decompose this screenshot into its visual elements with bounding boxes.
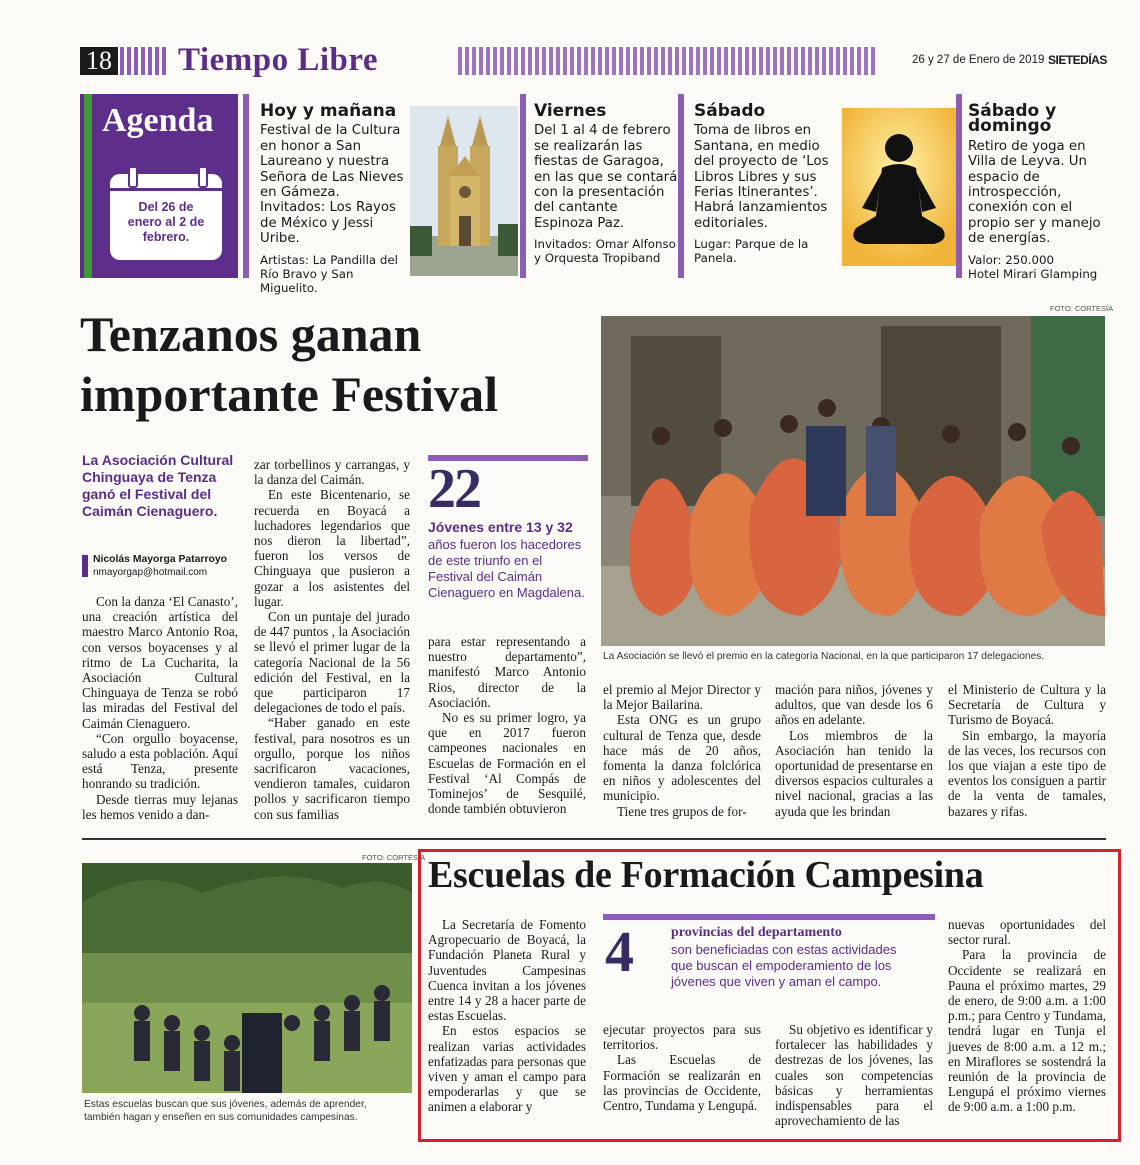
agenda-item-body: Festival de la Cultura en honor a San Laureano y nuestra Señora de Las Nieves en Gámeza. Invitados: Los Rayos de México y Jessi Uribe. [260,123,404,247]
paragraph: zar torbellinos y carrangas, y la danza del Caimán. [254,457,410,488]
agenda-item-heading: Viernes [534,101,607,121]
paragraph: Los miembros de la Asociación han tenido la oportunidad de presentarse en diversos espacios culturales a nivel nacional, gracias a las ayuda que les brindan [775,727,933,819]
dancers-photo [601,316,1105,646]
paragraph: En estos espacios se realizan varias actividades enfatizadas para personas que viven y aman el campo para empoderarlas y que se animen a elaborar y [428,1023,586,1115]
agenda-item-1 [260,101,408,295]
agenda-box-stripe [84,94,92,278]
author-mark [82,555,88,577]
agenda-item-note: Artistas: La Pandilla del Río Bravo y San Miguelito. [260,252,398,295]
paragraph: el Ministerio de Cultura y la Secretaría de Cultura y Turismo de Boyacá. [948,682,1106,728]
stat-number: 4 [605,919,634,984]
photo-credit: FOTO: CORTESÍA [1050,304,1114,313]
stat-number: 22 [428,458,480,520]
paragraph: No es su primer logro, ya que en 2017 fueron campeones nacionales en Escuelas de Formación en el Festival ‘Al Compás de Tominejos’ de Sesquilé, donde también obtuvieron [428,710,586,817]
photo-credit: FOTO: CORTESÍA [362,853,426,862]
agenda-panel [80,94,1106,295]
church-photo [410,106,518,276]
section-bar [120,47,166,75]
stat-title: Jóvenes entre 13 y 32 [428,519,573,535]
agenda-item-heading: Sábado y domingo [968,101,1057,137]
agenda-divider [520,94,526,278]
stat-box-4 [603,914,935,1010]
paragraph: Desde tierras muy lejanas les hemos venido a dan- [82,791,238,822]
paragraph: Con la danza ‘El Canasto’, una creación artística del maestro Marco Antonio Roa, con versos boyacenses y al ritmo de La Cucharita, la Asociación Cultural Chinguaya de Tenza se robó las miradas del Festival del Caimán Cienaguero. [82,594,238,731]
article-1-col-5 [775,682,933,819]
paragraph: Sin embargo, la mayoría de las veces, los recursos con los que viajan a este tipo de eventos los consiguen a partir de la venta de tamales, bazares y rifas. [948,727,1106,819]
stat-text: años fueron los hacedores de este triunfo en el Festival del Caimán Cienaguero en Magdalena. [428,537,585,600]
paragraph: el premio al Mejor Director y la Mejor Bailarina. [603,682,761,713]
agenda-divider [243,94,249,278]
article-1-col-4 [603,682,761,819]
agenda-item-4 [968,101,1104,281]
article-2-headline: Escuelas de Formación Campesina [428,854,984,896]
stat-text: son beneficiadas con estas actividades que buscan el empoderamiento de los jóvenes que viven y aman el campo. [671,942,897,989]
paragraph: Las Escuelas de Formación se realizarán en las provincias de Occidente, Centro, Tundama y Lengupá. [603,1052,761,1114]
article-1-headline: Tenzanos ganan importante Festival [80,306,498,422]
agenda-item-heading: Sábado [694,101,766,121]
agenda-item-note: Invitados: Omar Alfonso y Orquesta Tropiband [534,237,676,266]
dancers-photo-caption: La Asociación se llevó el premio en la categoría Nacional, en la que participaron 17 delegaciones. [603,651,1045,662]
paragraph: nuevas oportunidades del sector rural. [948,917,1106,948]
paragraph: ejecutar proyectos para sus territorios. [603,1022,761,1053]
agenda-item-body: Del 1 al 4 de febrero se realizarán las fiestas de Garagoa, en las que se contará con la presentación del cantante Espinoza Paz. [534,123,678,231]
article-1-col-3 [428,634,586,816]
agenda-divider [678,94,684,278]
campesinos-photo-caption: Estas escuelas buscan que sus jóvenes, además de aprender, también hagan y enseñen en sus comunidades campesinas. [84,1099,367,1123]
paragraph: Con un puntaje del jurado de 447 puntos , la Asociación se llevó el primer lugar de la categoría Nacional de la 56 edición del Festival, en la que participaron 17 delegaciones de todo el país. [254,609,410,716]
paragraph: para estar representando a nuestro departamento”, manifestó Marco Antonio Rios, director de la Asociación. [428,634,586,710]
article-1-col-1 [82,594,238,822]
article-2-col-1 [428,917,586,1115]
section-bar-right [458,47,878,75]
article-1-col-6 [948,682,1106,819]
article-1-col-2 [254,457,410,822]
agenda-dates: Del 26 de enero al 2 de febrero. [127,200,205,244]
yoga-silhouette-photo [842,108,956,266]
brand-logo: SIETEDÍAS [1048,53,1107,67]
agenda-item-2 [534,101,679,266]
paragraph: “Haber ganado en este festival, para nosotros es un orgullo, porque los niños sacrificaron vacaciones, vendieron tamales, cuidaron pollos y sacrificaron tiempo con sus familias [254,715,410,822]
paragraph: mación para niños, jóvenes y adultos, que van desde los 6 años en adelante. [775,682,933,728]
agenda-item-body: Retiro de yoga en Villa de Leyva. Un espacio de introspección, conexión con el propio ser y manejo de energías. [968,138,1101,247]
agenda-item-heading: Hoy y mañana [260,101,397,121]
agenda-title: Agenda [102,102,214,139]
article-2-col-2 [603,1022,761,1113]
paragraph: Para la provincia de Occidente se realizará en Pauna el próximo martes, 29 de enero, de 9:00 a.m. a 1:00 p.m.; para Centro y Tundama, tendrá lugar en Tunja el jueves de 8:00 a.m. a 12 m.; en Miraflores se sostendrá la reunión de la provincia de Lengupá el próximo viernes de 9:00 a.m. a 1:00 p.m. [948,947,1106,1115]
agenda-item-body: Toma de libros en Santana, en medio del proyecto de ‘Los Libros Libres y sus Ferias Itinerantes’. Habrá lanzamientos editoriales. [694,123,829,231]
agenda-item-3 [694,101,834,266]
campesinos-photo [82,863,412,1093]
article-2-col-4 [948,917,1106,1115]
stat-bar [603,914,935,920]
stat-title: provincias del departamento [671,925,842,940]
paragraph: En este Bicentenario, se recuerda en Boyacá a luchadores legendarios que nos dieron la libertad”, fueron los versos de Chinguaya que pusieron a gozar a los asistentes del lugar. [254,487,410,609]
paragraph: “Con orgullo boyacense, saludo a esta población. Aquí está Tenza, presente honrando su tradición. [82,730,238,792]
paragraph: Su objetivo es identificar y fortalecer las habilidades y destrezas de los jóvenes, las cuales son competencias básicas y herramientas indispensables para el aprovechamiento de las [775,1022,933,1129]
section-divider [82,838,1106,840]
page-number: 18 [80,47,118,75]
stat-box-22 [428,455,588,601]
page-header [80,44,1106,84]
paragraph: Tiene tres grupos de for- [617,803,747,819]
calendar-icon [110,166,222,260]
agenda-divider [956,94,962,278]
header-date: 26 y 27 de Enero de 2019 [912,54,1045,66]
paragraph: La Secretaría de Fomento Agropecuario de Boyacá, la Fundación Planeta Rural y Juventudes Campesinas Cuenca invitan a los jóvenes entre 14 y 28 a hacer parte de estas Escuelas. [428,917,586,1024]
section-title: Tiempo Libre [178,42,379,78]
agenda-item-note: Lugar: Parque de la Panela. [694,237,809,266]
article-2-col-3 [775,1022,933,1128]
author-email: nmayorgap@hotmail.com [93,567,208,578]
agenda-item-note: Valor: 250.000 Hotel Mirari Glamping [968,252,1098,281]
article-1-lead: La Asociación Cultural Chinguaya de Tenza ganó el Festival del Caimán Cienaguero. [82,452,234,519]
paragraph: Esta ONG es un grupo cultural de Tenza que, desde hace más de 20 años, fomenta la danza folclórica en niños y adolescentes del municipio. [603,712,761,804]
author-name: Nicolás Mayorga Patarroyo [93,554,227,565]
